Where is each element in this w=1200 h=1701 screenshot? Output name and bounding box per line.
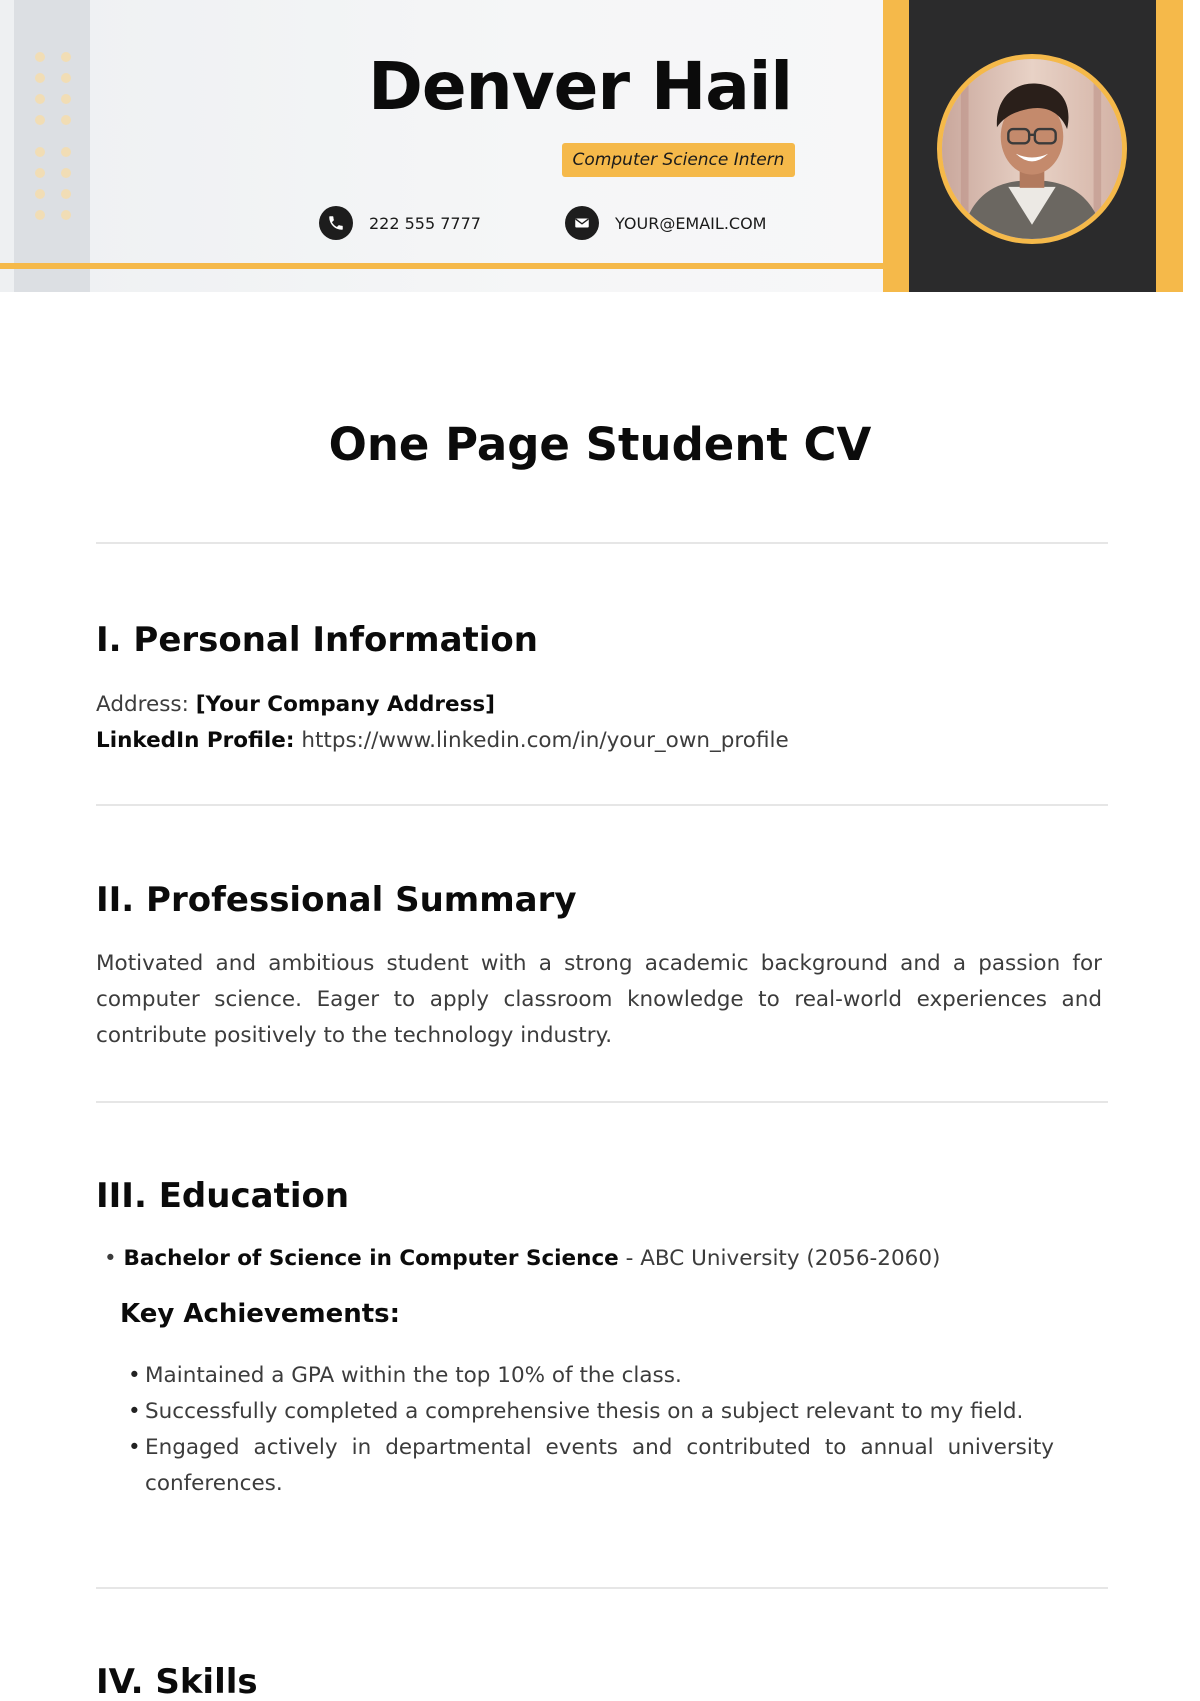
- institution-and-years: - ABC University (2056-2060): [618, 1246, 941, 1271]
- candidate-name: Denver Hail: [368, 48, 792, 125]
- phone-icon: [319, 206, 353, 240]
- section-heading-professional-summary: II. Professional Summary: [96, 880, 577, 920]
- key-achievements-heading: Key Achievements:: [120, 1299, 401, 1329]
- summary-paragraph: Motivated and ambitious student with a strong academic background and a passion for computer science. Eager to apply classroom knowledge to real-world experiences and contribute positively to the technology industry.: [96, 951, 1102, 1048]
- list-item: • Maintained a GPA within the top 10% of the class.: [128, 1358, 1054, 1394]
- phone-number: 222 555 7777: [369, 213, 481, 233]
- list-item: • Successfully completed a comprehensive thesis on a subject relevant to my field.: [128, 1394, 1054, 1430]
- linkedin-label: LinkedIn Profile:: [96, 728, 295, 753]
- document-title: One Page Student CV: [328, 418, 872, 471]
- decorative-dot-grid: [35, 147, 71, 220]
- degree-name: Bachelor of Science in Computer Science: [123, 1246, 619, 1271]
- linkedin-line: [96, 728, 789, 753]
- email-address: YOUR@EMAIL.COM: [615, 213, 767, 233]
- achievements-list: [128, 1358, 1054, 1502]
- education-entry: [104, 1246, 940, 1271]
- profile-photo: [937, 54, 1127, 244]
- address-label: Address:: [96, 692, 189, 717]
- list-item: • Engaged actively in departmental events and contributed to annual university conferences.: [128, 1430, 1054, 1502]
- section-divider: [96, 542, 1108, 544]
- section-divider: [96, 1101, 1108, 1103]
- section-heading-personal-information: I. Personal Information: [96, 620, 538, 660]
- contact-phone[interactable]: [319, 206, 481, 240]
- role-badge: Computer Science Intern: [562, 143, 795, 177]
- decorative-side-strip: [14, 0, 90, 292]
- address-value: [Your Company Address]: [195, 692, 495, 717]
- address-line: [96, 692, 495, 717]
- envelope-icon: [565, 206, 599, 240]
- section-divider: [96, 1587, 1108, 1589]
- linkedin-link[interactable]: https://www.linkedin.com/in/your_own_profile: [301, 728, 789, 753]
- section-divider: [96, 804, 1108, 806]
- section-heading-skills: IV. Skills: [96, 1662, 258, 1701]
- header-accent-line: [0, 263, 883, 269]
- section-heading-education: III. Education: [96, 1176, 350, 1216]
- decorative-dot-grid: [35, 52, 71, 125]
- contact-email[interactable]: [565, 206, 766, 240]
- list-bullet: •: [104, 1246, 117, 1271]
- cv-header: [0, 0, 1200, 292]
